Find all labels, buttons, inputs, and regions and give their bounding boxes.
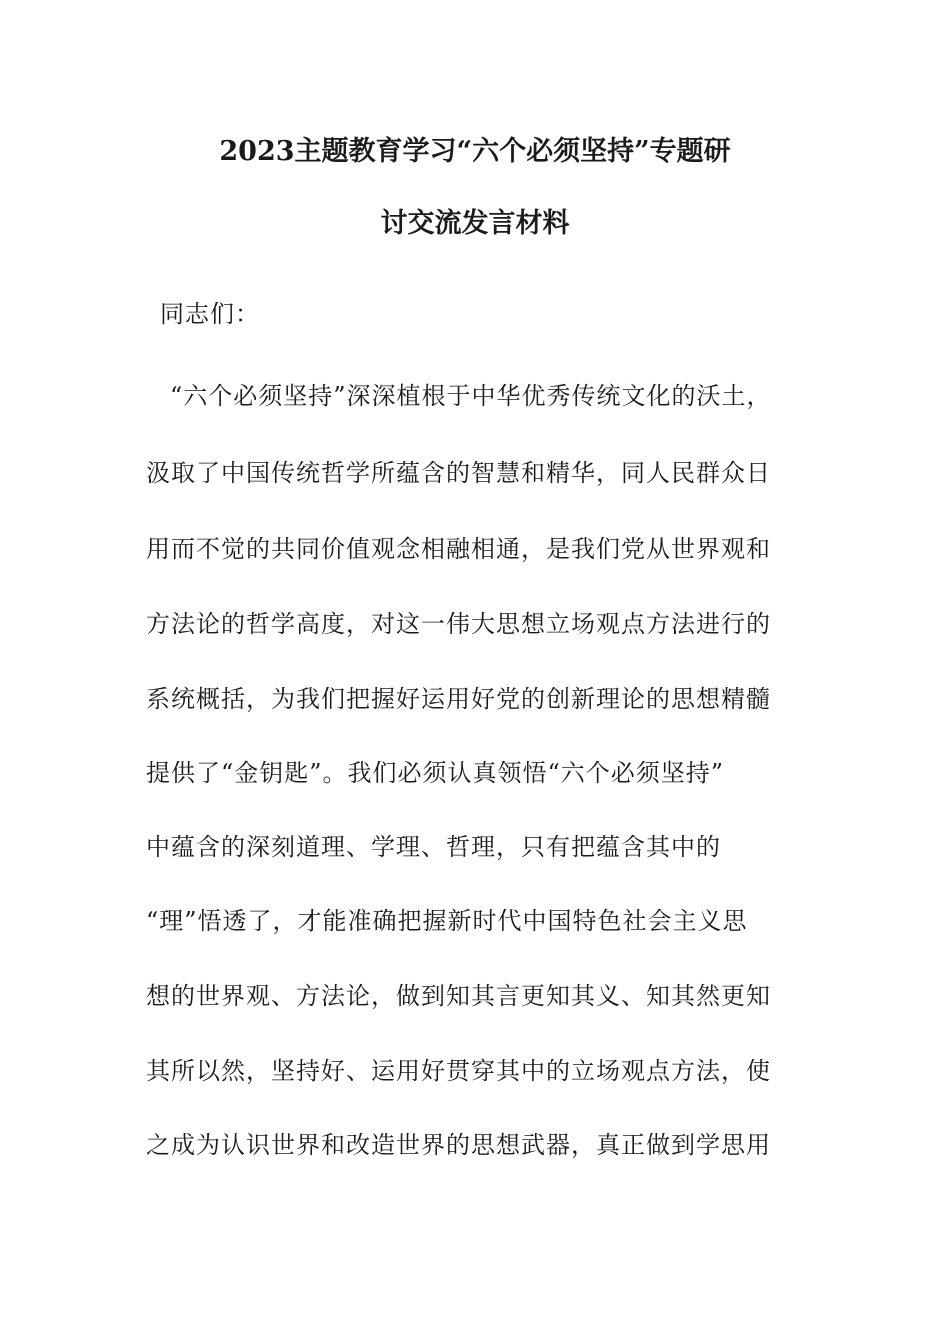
body-line: 方法论的哲学高度，对这一伟大思想立场观点方法进行的 (146, 610, 771, 638)
body-line: 之成为认识世界和改造世界的思想武器，真正做到学思用 (146, 1131, 771, 1159)
body-line: 系统概括，为我们把握好运用好党的创新理论的思想精髓 (146, 685, 771, 713)
body-line: 提供了“金钥匙”。我们必须认真领悟“六个必须坚持” (146, 759, 725, 787)
body-line: 用而不觉的共同价值观念相融相通，是我们党从世界观和 (146, 535, 771, 563)
document-title-line-1: 2023主题教育学习“六个必须坚持”专题研 (219, 136, 731, 167)
body-line: 中蕴含的深刻道理、学理、哲理，只有把蕴含其中的 (146, 833, 721, 861)
body-line: 汲取了中国传统哲学所蕴含的智慧和精华，同人民群众日 (146, 459, 771, 487)
body-line: “六个必须坚持”深深植根于中华优秀传统文化的沃土， (170, 382, 772, 410)
salutation: 同志们： (160, 300, 260, 328)
document-title-line-2: 讨交流发言材料 (380, 208, 570, 239)
body-line: 想的世界观、方法论，做到知其言更知其义、知其然更知 (146, 982, 771, 1010)
body-line: “理”悟透了，才能准确把握新时代中国特色社会主义思 (146, 907, 748, 935)
body-line: 其所以然，坚持好、运用好贯穿其中的立场观点方法，使 (146, 1057, 771, 1085)
